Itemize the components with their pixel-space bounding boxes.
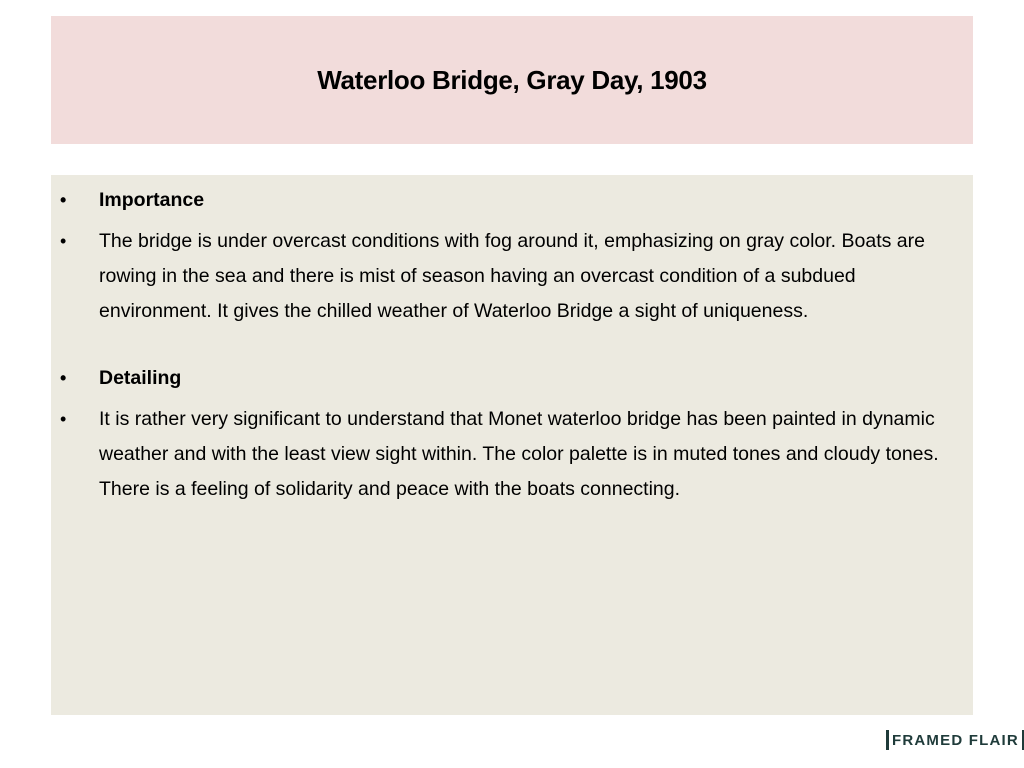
bullet-text: The bridge is under overcast conditions with fog around it, emphasizing on gray color. Boats are rowing in the sea and there is mist of season having an overcast condition of a subdued environment. It gives the chilled weather of Waterloo Bridge a sight of uniqueness. xyxy=(99,230,925,322)
bullet-marker: • xyxy=(60,231,67,251)
bullet-marker: • xyxy=(60,409,67,429)
bullet-text: It is rather very significant to understand that Monet waterloo bridge has been painted in dynamic weather and with the least view sight within. The color palette is in muted tones and cloudy tones. There is a feeling of solidarity and peace with the boats connecting. xyxy=(99,408,939,500)
bullet-marker: • xyxy=(60,190,67,210)
bullet-heading-detailing xyxy=(51,361,973,396)
bullet-text: Importance xyxy=(99,189,205,211)
bullet-text: Detailing xyxy=(99,367,182,389)
bullet-marker: • xyxy=(60,368,67,388)
bullet-heading-importance xyxy=(51,183,973,218)
bullet-body-importance xyxy=(51,224,973,329)
slide-content-panel xyxy=(51,175,973,715)
bullet-body-detailing xyxy=(51,402,973,507)
slide-title-banner xyxy=(51,16,973,144)
framed-flair-logo xyxy=(886,726,1020,754)
logo-text: FRAMED FLAIR xyxy=(892,731,1019,749)
bullet-list xyxy=(51,183,973,513)
slide-title: Waterloo Bridge, Gray Day, 1903 xyxy=(317,64,707,95)
